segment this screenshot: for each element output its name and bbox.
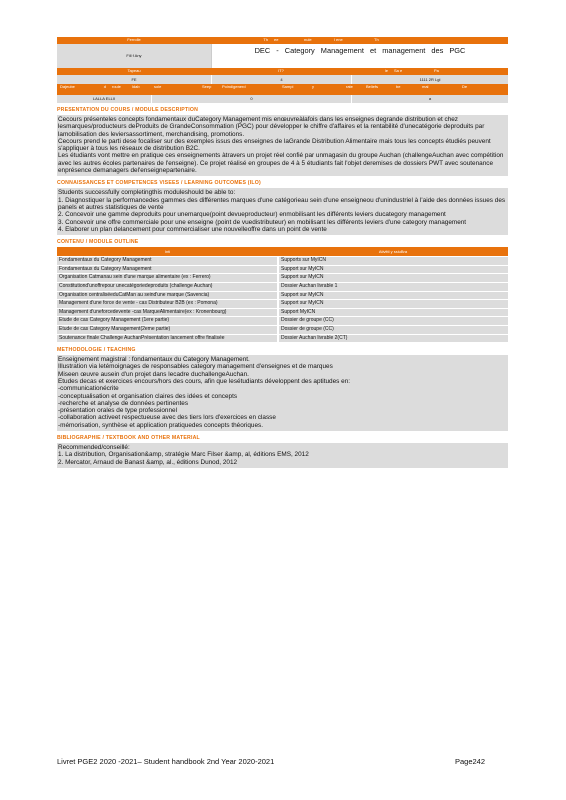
header-text: LALLA (92, 96, 105, 101)
table-cell: Organisation centraliséeduCatMan au seind'une marque (Savencia) (57, 291, 278, 300)
table-cell: Support MyICN (278, 308, 508, 317)
list-item: Etudes decas et exercices encours/hors des cours, afin que lesétudiants développent des aptitudes en: (58, 377, 351, 385)
header-row-5 (57, 84, 508, 95)
list-item: 4. Elaborer un plan delancement pour commercialiser une nouvelleoffre dans un point de vente (58, 225, 327, 233)
header-cell: be (396, 84, 401, 89)
list-item: Miseen œuvre ausein d'un projet dans lecadre duchallengeAuchan. (58, 370, 249, 378)
header-cell: Beliefs (366, 84, 379, 89)
header-text: ELLII (105, 96, 116, 101)
content-table (57, 247, 508, 343)
list-item: -conceptualisation et organisation claires des idées et concepts (58, 392, 238, 400)
header-cell: a (351, 95, 508, 103)
learning-outcomes-body (57, 188, 508, 235)
header-row-6 (57, 95, 508, 103)
list-item: -collaboration activeet respectueuse avec des tiers lors d'exercices en classe (58, 414, 276, 422)
table-cell: Etude de cas Category Management(2eme partie) (57, 325, 278, 334)
list-item: -communicationécrite (58, 385, 119, 393)
table-header-row (57, 247, 508, 257)
list-item: Students successfully completingthis moduleshould be able to: (58, 189, 236, 197)
list-item: 2. Concevoir une gamme deproduits pour unemarque(point devueproducteur) enmobilisant les différents leviers ducategory management (58, 211, 446, 219)
header-cell: ldab (132, 84, 140, 89)
methodology-body (57, 355, 508, 431)
header-cell: Dajeube (60, 84, 75, 89)
header-cell: FE (131, 77, 137, 82)
header-cell: y (312, 84, 314, 89)
section-heading-bibliography: BIBLIOGRAPHIE / TEXTBOOK AND OTHER MATERIAL (57, 435, 200, 442)
table-row (57, 317, 508, 326)
list-item: -présentation orales de type professionnel (58, 407, 178, 415)
course-sheet (57, 37, 508, 468)
table-cell: Fondamentaux du Category Management (57, 257, 278, 266)
table-cell: Organisation Catmanau sein d'une marque alimentaire (ex : Ferrero) (57, 274, 278, 283)
table-cell: Soutenance finale Challenge AuchanPrésentation lancement offre finalisée (57, 334, 278, 343)
header-cell: Seep (202, 84, 212, 89)
header-cell: d (103, 84, 106, 89)
section-heading-methodology: METHODOLOGIE / TEACHING (57, 347, 136, 354)
header-row-4 (57, 75, 508, 84)
header-cell: roule (112, 84, 121, 89)
header-cell: Sa e (394, 68, 403, 73)
table-row (57, 274, 508, 283)
table-cell: Dossier Auchan livrable 1 (278, 282, 508, 291)
header-cell: De (462, 84, 468, 89)
column-header: Ativitti y ssiuBra (278, 247, 508, 257)
footer-handbook-label: Livret PGE2 2020 -2021– Student handbook 2nd Year 2020-2021 (57, 757, 275, 766)
table-row (57, 308, 508, 317)
header-cell: rate (346, 84, 353, 89)
page-number: Page242 (454, 757, 485, 766)
header-cell: Pa (434, 68, 439, 73)
list-item: 1. Diagnostiquer la performancedes gammes des différentes marques d'une catégorieau sein d'une enseigneou d'unindustriel à l'aide des données issues des panels et autres statistiques de vente (58, 196, 506, 211)
list-item: -recherche et analyse de données pertinentes (58, 399, 189, 407)
course-title: DEC - Category Management et management des PGC (211, 44, 508, 68)
section-heading-presentation: PRESENTATION DU COURS / MODULE DESCRIPTION (57, 107, 199, 113)
table-row (57, 300, 508, 309)
table-cell: Management d'uneforcedevente -cas MarqueAlimentaire(ex : Kronenbourg) (57, 308, 278, 317)
page-footer (57, 757, 485, 766)
header-cell: Th (263, 37, 268, 42)
header-cell (57, 44, 211, 68)
table-row (57, 265, 508, 274)
list-item: 1. La distribution, Organisation&amp, stratégie Marc Filser &amp, al, éditions EMS, 2012 (58, 451, 309, 459)
header-cell: mal (422, 84, 429, 89)
header-cell: sole (154, 84, 162, 89)
table-row (57, 291, 508, 300)
table-cell: Dossier de groupe (CC) (278, 325, 508, 334)
header-cell: Th (374, 37, 379, 42)
table-row (57, 282, 508, 291)
paragraph: Cecours présenteles concepts fondamentaux duCategory Management mis enœuvreàlafois dans les enseignes degrande distribution et chez lesmarques/producteurs deProduits de GrandeConsommation (PGC) pour développer le chiffre d'affaires et la rentabilité d'unecatégorie deproduits par lamobilisation des leviersassortiment, merchandising, promotions. (58, 116, 485, 138)
table-row (57, 325, 508, 334)
paragraph: Les étudiants vont mettre en pratique ces enseignements àtravers un projet réel confié par unmagasin du groupe Auchan (challengeAuchan avec compétition avec les autres écoles partenaires de l'enseigne). Ce projet réalisé en groupes de 4 à 5 étudiants fait l'objet deremises de dossiers PWT avec soutenance enprésence demanagers del'enseignepartenaire. (58, 152, 504, 175)
header-cell: l ene (334, 37, 343, 42)
column-header: Inti (57, 247, 278, 257)
table-cell: Dossier de groupe (CC) (278, 317, 508, 326)
table-cell: Support sur MyICN (278, 274, 508, 283)
table-cell: Support sur MyICN (278, 291, 508, 300)
header-cell: 4 (211, 75, 351, 84)
header-text: f Any (132, 53, 142, 58)
header-row-3 (57, 68, 508, 75)
header-cell: le (384, 68, 388, 73)
table-cell: Constitutiond'unoffrepour unecatégoriedeproduits (challenge Auchan) (57, 282, 278, 291)
table-cell: Management d'une force de vente - cas Distributeur B2B (ex : Pomona) (57, 300, 278, 309)
table-cell: Support sur MyICN (278, 265, 508, 274)
header-row-2 (57, 44, 508, 68)
header-cell: nule (304, 37, 312, 42)
header-cell: 1111 2R Lgl (351, 75, 508, 84)
header-row-1 (57, 37, 508, 44)
presentation-body (57, 115, 508, 176)
table-cell: Supports sur MyICN (278, 257, 508, 266)
header-cell (57, 95, 151, 103)
list-item: Recommended/conseillé: (58, 444, 130, 452)
table-cell: Dossier Auchan livrable 2(CT) (278, 334, 508, 343)
table-cell: Fondamentaux du Category Management (57, 265, 278, 274)
table-cell: Support sur MyICN (278, 300, 508, 309)
list-item: Enseignement magistral : fondamentaux du Category Management. (58, 356, 250, 364)
header-cell: 0 (151, 95, 351, 103)
header-text: Fill (126, 53, 132, 58)
table-row (57, 334, 508, 343)
paragraph: Cecours prend le parti dese focaliser sur des exemples issus des enseignes de laGrande Distribution Alimentaire mais tous les concepts étudiés peuvent s'appliquer à tous les réseaux de distribution B2C. (58, 137, 491, 153)
list-item: Illustration via letémoignages de responsables category management d'enseignes et de marques (58, 363, 333, 371)
header-cell: Tapeau (127, 68, 141, 73)
header-cell: Sampi (282, 84, 294, 89)
section-heading-content: CONTENU / MODULE OUTLINE (57, 239, 139, 246)
header-cell: Poindigenerd (222, 84, 246, 89)
list-item: 3. Concevoir une offre commerciale pour une enseigne (point de vuedistributeur) en mobilisant les différents leviers d'une category management (58, 218, 467, 226)
bibliography-body (57, 443, 508, 468)
table-row (57, 257, 508, 266)
section-heading-learning-outcomes: CONNAISSANCES ET COMPETENCES VISEES / LEARNING OUTCOMES (ILO) (57, 180, 261, 187)
header-cell: ee (274, 37, 279, 42)
header-cell: Ferrolle (127, 37, 141, 42)
header-cell: IT? (278, 68, 284, 73)
table-cell: Etude de cas Category Management (1ere partie) (57, 317, 278, 326)
list-item: 2. Mercator, Arnaud de Banast &amp, al., éditions Dunod, 2012 (58, 458, 238, 466)
list-item: -mémorisation, synthèse et application pratiquedes concepts théoriques. (58, 421, 263, 429)
